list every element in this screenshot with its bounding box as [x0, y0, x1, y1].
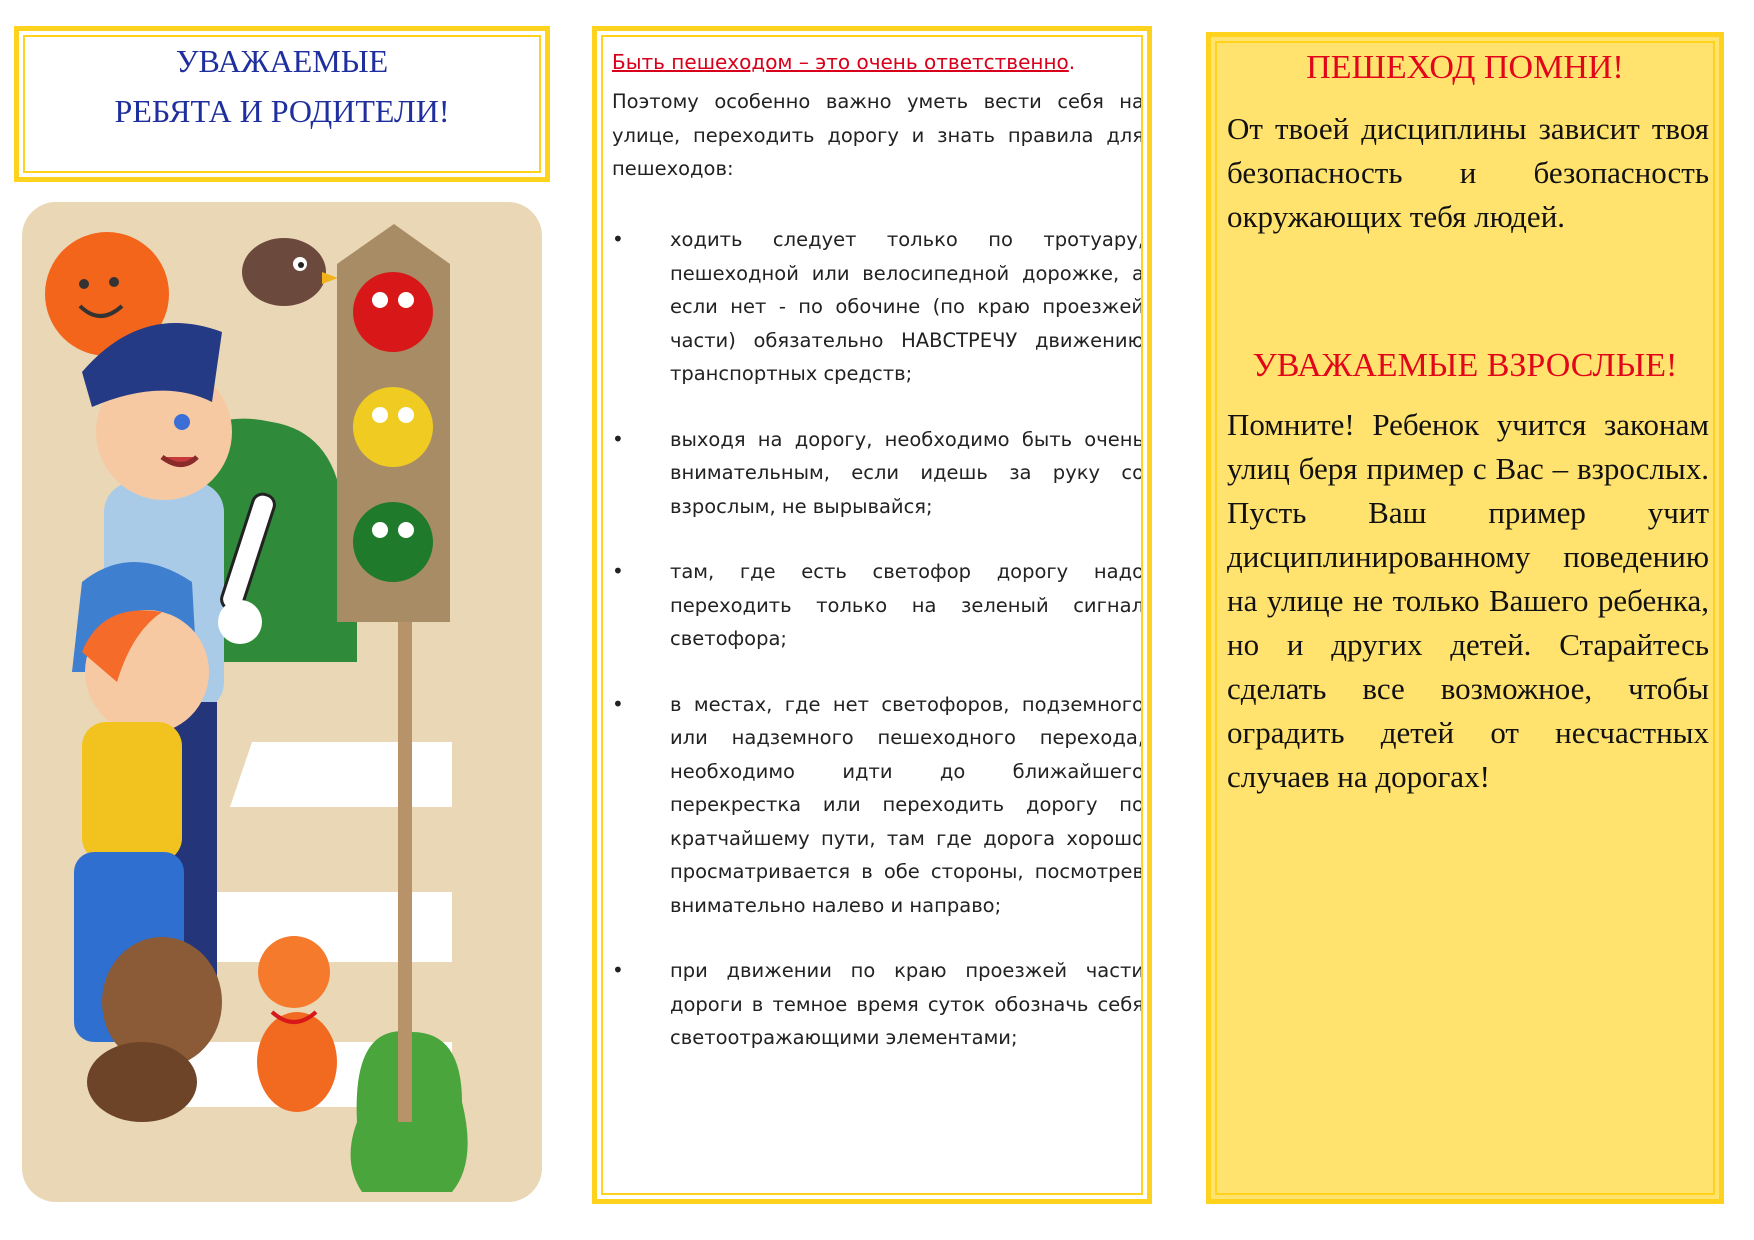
rule-text: в местах, где нет светофоров, подземного или надземного пешеходного перехода, необходимо идти до ближайшего перекрестка или переходить дорогу по кратчайшему пути, там где дорога хорошо просматривается в обе стороны, посмотрев внимательно налево и направо;: [670, 692, 1144, 917]
rule-item: [612, 223, 1144, 391]
rule-item: [612, 688, 1144, 923]
traffic-light-pole: [398, 622, 412, 1122]
bullet: •: [612, 958, 624, 982]
rule-text: выходя на дорогу, необходимо быть очень внимательным, если идешь за руку со взрослым, не вырывайся;: [670, 427, 1144, 518]
rules-list: [612, 223, 1144, 1087]
rule-item: [612, 954, 1144, 1055]
adults-paragraph: Помните! Ребенок учится законам улиц беря пример с Вас – взрослых. Пусть Ваш пример учит дисциплинированному поведению на улице не только Вашего ребенка, но и других детей. Старайтесь сделать все возможное, чтобы оградить детей от несчастных случаев на дорогах!: [1227, 407, 1709, 794]
title-line-1: УВАЖАЕМЫЕ: [175, 43, 389, 79]
title-box: [14, 26, 550, 182]
traffic-safety-illustration: [22, 202, 542, 1202]
kitten: [257, 1012, 337, 1112]
white-glove: [218, 600, 262, 644]
rule-item: [612, 423, 1144, 524]
bird: [242, 238, 326, 306]
title-line-2: РЕБЯТА И РОДИТЕЛИ!: [114, 93, 450, 129]
reminder-panel: [1206, 32, 1724, 1204]
rule-text: при движении по краю проезжей части дороги в темное время суток обозначь себя светоотражающими элементами;: [670, 959, 1144, 1049]
bullet: •: [612, 426, 624, 451]
pedestrian-heading: ПЕШЕХОД ПОМНИ!: [1306, 49, 1624, 86]
rules-intro: [612, 45, 1144, 186]
red-light: [353, 272, 433, 352]
rules-panel: [592, 26, 1152, 1204]
pedestrian-paragraph: От твоей дисциплины зависит твоя безопасность и безопасность окружающих тебя людей.: [1227, 111, 1709, 234]
rules-heading-period: .: [1068, 50, 1076, 74]
child-jacket: [82, 722, 182, 862]
bullet: •: [612, 559, 624, 583]
rule-text: ходить следует только по тротуару, пешеходной или велосипедной дорожке, а если нет - по обочине (по краю проезжей части) обязательно НАВСТРЕЧУ движению транспортных средств;: [670, 228, 1144, 385]
bullet: •: [612, 691, 624, 716]
green-light: [353, 502, 433, 582]
yellow-light: [353, 387, 433, 467]
adults-heading: УВАЖАЕМЫЕ ВЗРОСЛЫЕ!: [1252, 347, 1678, 384]
intro-paragraph: Поэтому особенно важно уметь вести себя на улице, переходить дорогу и знать правила для пешеходов:: [612, 90, 1144, 180]
rule-item: [612, 555, 1144, 656]
rule-text: там, где есть светофор дорогу надо переходить только на зеленый сигнал светофора;: [670, 560, 1144, 650]
rules-heading: Быть пешеходом – это очень ответственно: [612, 50, 1069, 74]
bullet: •: [612, 227, 624, 251]
